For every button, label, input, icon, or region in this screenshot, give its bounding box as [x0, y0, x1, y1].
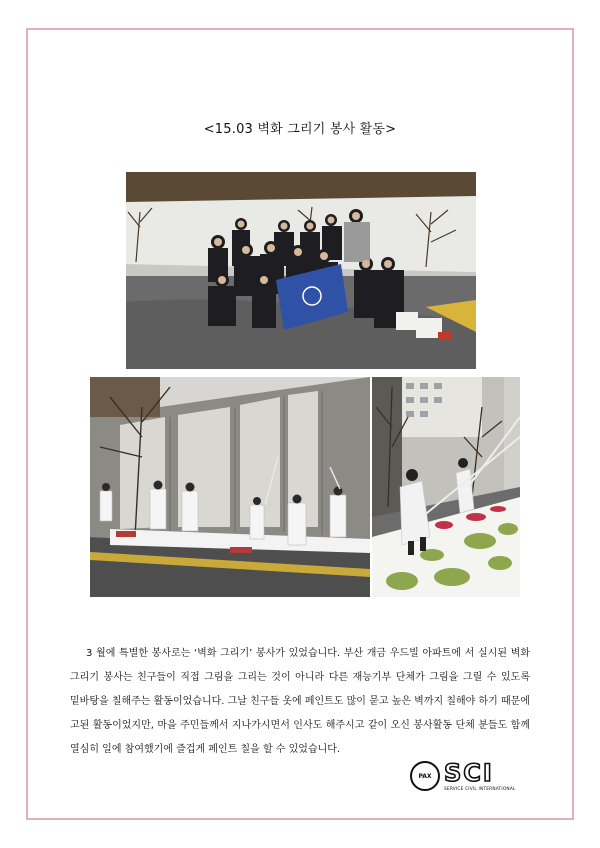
roller-painting-photo: [372, 377, 520, 597]
logo-subtitle: SERVICE CIVIL INTERNATIONAL: [444, 786, 516, 792]
pax-seal-icon: PAX: [410, 761, 440, 791]
sci-logo: [410, 758, 522, 794]
activity-description: 3 월에 특별한 봉사로는 ‘벽화 그리기’ 봉사가 있었습니다. 부산 개금 우드빌 아파트에 서 실시된 벽화 그리기 봉사는 친구들이 직접 그림을 그리는 것이 아니라 다른 재능기부 단체가 그림을 그릴 수 있도록 밑바탕을 칠해주는 활동이었습니다. 그날 친구들 옷에 페인트도 많이 묻고 높은 벽까지 칠해야 하기 때문에 고된 활동이었지만, 마을 주민들께서 지나가시면서 인사도 해주시고 같이 오신 봉사활동 단체 분들도 함께 열심히 일에 참여했기에 즐겁게 페인트 칠을 할 수 있었습니다.: [70, 648, 530, 755]
page-title: <15.03 벽화 그리기 봉사 활동>: [203, 122, 397, 137]
logo-word: SCI: [444, 758, 494, 787]
group-photo: [126, 172, 476, 369]
wall-painting-photo: [90, 377, 370, 597]
